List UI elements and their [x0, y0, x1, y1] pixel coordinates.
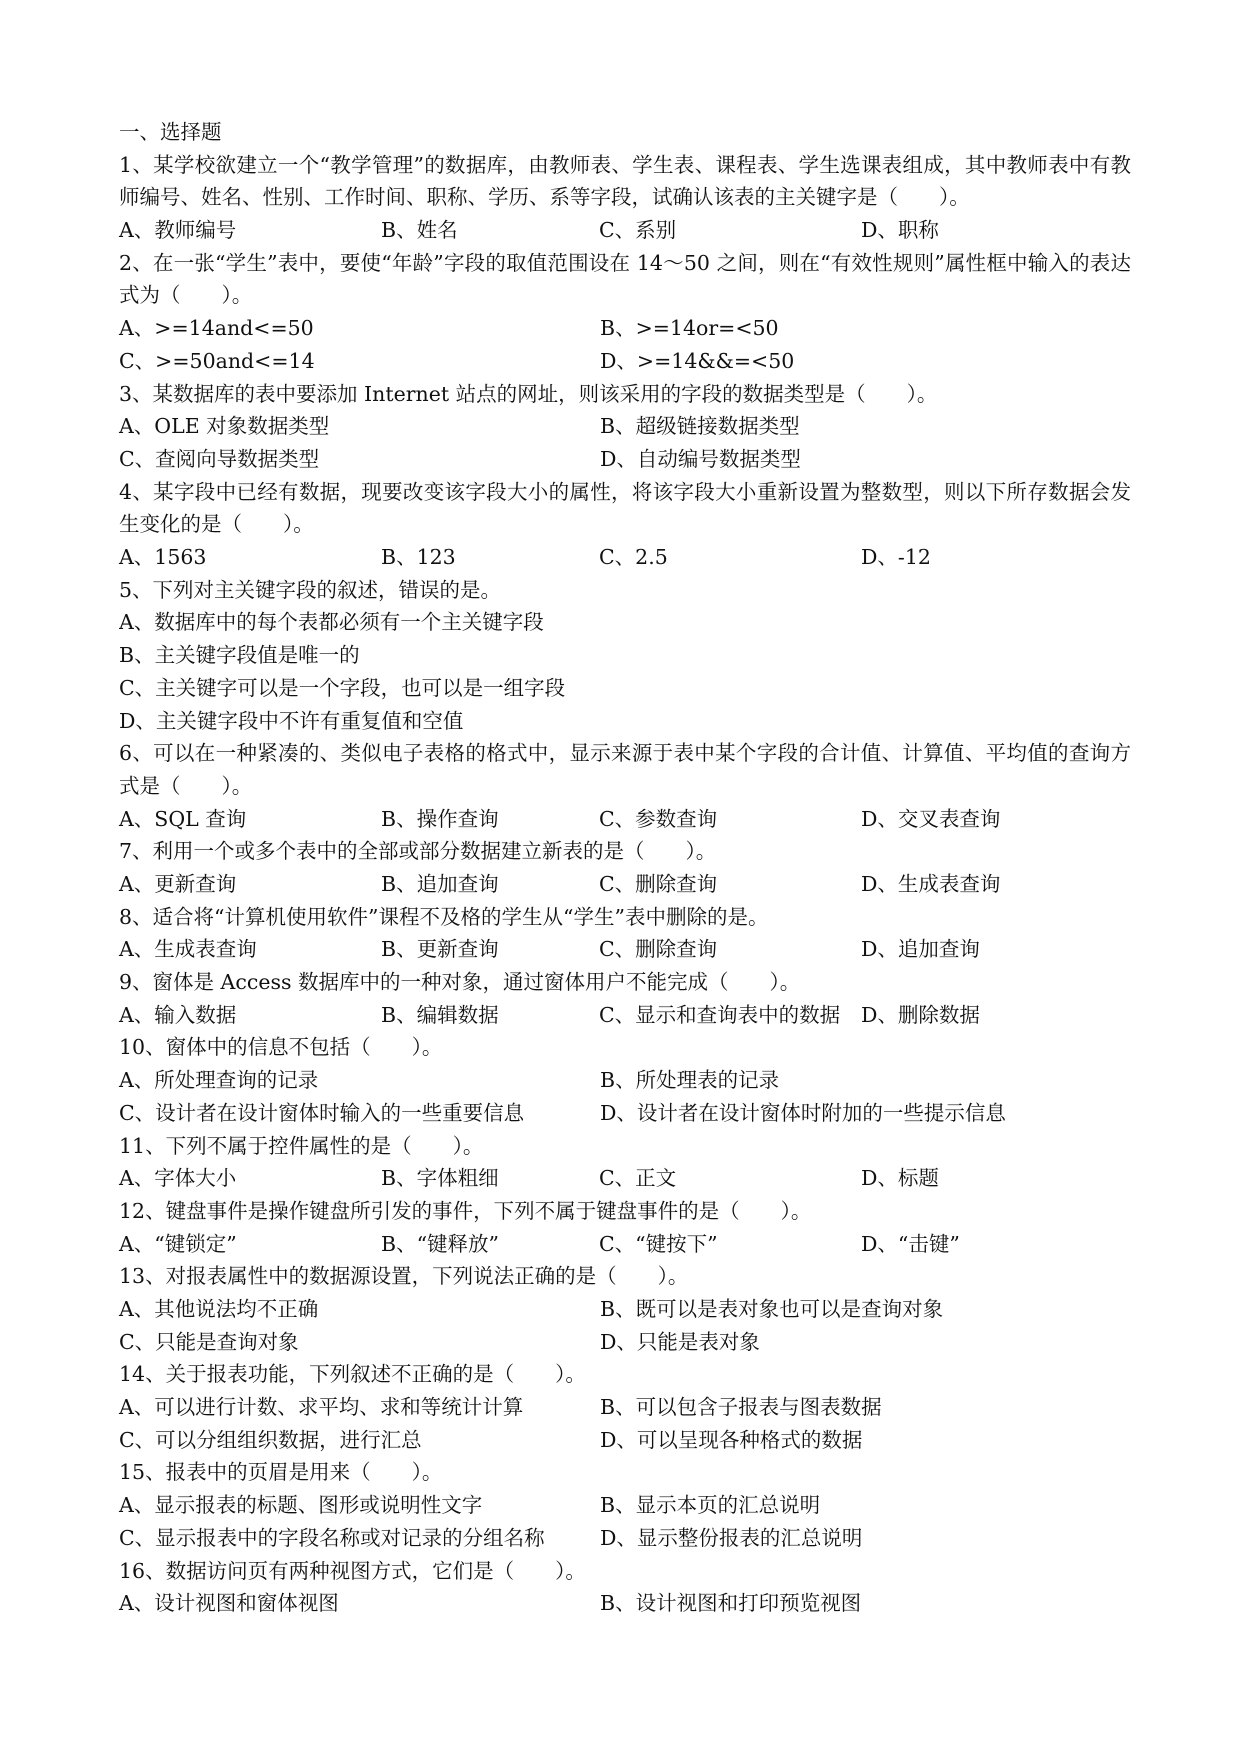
option: C、查阅向导数据类型 — [119, 446, 320, 471]
question-stem: 2、在一张“学生”表中，要使“年龄”字段的取值范围设在 14～50 之间，则在“有效性规则”属性框中输入的表达式为（ ）。 — [119, 250, 1131, 308]
question-stem: 5、下列对主关键字段的叙述，错误的是。 — [119, 577, 502, 602]
option: C、删除查询 — [599, 871, 718, 896]
option: D、可以呈现各种格式的数据 — [600, 1427, 863, 1452]
options-row — [119, 1228, 1131, 1261]
question-stem: 10、窗体中的信息不包括（ ）。 — [119, 1035, 443, 1060]
option: A、所处理查询的记录 — [119, 1068, 319, 1093]
question-stem: 8、适合将“计算机使用软件”课程不及格的学生从“学生”表中删除的是。 — [119, 904, 769, 929]
options-row — [119, 933, 1131, 966]
option: D、自动编号数据类型 — [600, 446, 801, 471]
question-stem: 1、某学校欲建立一个“教学管理”的数据库，由教师表、学生表、课程表、学生选课表组成，其中教师表中有教师编号、姓名、性别、工作时间、职称、学历、系等字段，试确认该表的主关键字是（ ）。 — [119, 152, 1131, 210]
question-stem: 9、窗体是 Access 数据库中的一种对象，通过窗体用户不能完成（ ）。 — [119, 970, 801, 995]
option: B、既可以是表对象也可以是查询对象 — [600, 1297, 944, 1322]
option: A、SQL 查询 — [119, 806, 247, 831]
question-stem: 14、关于报表功能，下列叙述不正确的是（ ）。 — [119, 1362, 586, 1387]
option: A、OLE 对象数据类型 — [119, 414, 330, 439]
option: D、-12 — [861, 545, 931, 570]
options-row — [119, 1489, 1131, 1522]
option: B、姓名 — [381, 218, 458, 243]
options-row — [119, 1293, 1131, 1326]
option: B、操作查询 — [381, 806, 499, 831]
option: B、>=14or=<50 — [600, 316, 779, 341]
options-row — [119, 868, 1131, 901]
option: B、“键释放” — [381, 1231, 500, 1256]
option: C、>=50and<=14 — [119, 348, 315, 373]
option: D、主关键字段中不许有重复值和空值 — [119, 708, 464, 733]
option: B、设计视图和打印预览视图 — [600, 1591, 862, 1616]
option: B、主关键字段值是唯一的 — [119, 643, 360, 668]
option: B、追加查询 — [381, 871, 499, 896]
option: D、生成表查询 — [861, 871, 1001, 896]
question-stem: 4、某字段中已经有数据，现要改变该字段大小的属性，将该字段大小重新设置为整数型，则以下所存数据会发生变化的是（ ）。 — [119, 479, 1131, 537]
question-stem: 6、可以在一种紧凑的、类似电子表格的格式中，显示来源于表中某个字段的合计值、计算值、平均值的查询方式是（ ）。 — [119, 741, 1131, 798]
option: C、只能是查询对象 — [119, 1329, 299, 1354]
option: A、其他说法均不正确 — [119, 1297, 319, 1322]
options-row — [119, 1391, 1131, 1424]
option: D、职称 — [861, 218, 939, 243]
option: A、输入数据 — [119, 1002, 237, 1027]
question-stem: 12、键盘事件是操作键盘所引发的事件，下列不属于键盘事件的是（ ）。 — [119, 1198, 812, 1223]
question-stem: 11、下列不属于控件属性的是（ ）。 — [119, 1133, 484, 1158]
options-row — [119, 1064, 1131, 1097]
option: B、所处理表的记录 — [600, 1068, 780, 1093]
option: A、更新查询 — [119, 871, 237, 896]
options-row — [119, 1162, 1131, 1195]
option: B、显示本页的汇总说明 — [600, 1493, 821, 1518]
options-row — [119, 410, 1131, 443]
option: A、设计视图和窗体视图 — [119, 1591, 339, 1616]
question-stem: 13、对报表属性中的数据源设置，下列说法正确的是（ ）。 — [119, 1264, 689, 1289]
option: B、更新查询 — [381, 937, 499, 962]
option: D、显示整份报表的汇总说明 — [600, 1525, 863, 1550]
option: C、参数查询 — [599, 806, 718, 831]
option: A、1563 — [119, 545, 207, 570]
options-row — [119, 999, 1131, 1032]
option: B、编辑数据 — [381, 1002, 499, 1027]
option: C、正文 — [599, 1166, 677, 1191]
options-row — [119, 541, 1131, 574]
question-stem: 3、某数据库的表中要添加 Internet 站点的网址，则该采用的字段的数据类型是（ ）。 — [119, 381, 938, 406]
options-row — [119, 803, 1131, 836]
exam-page — [119, 116, 1131, 1620]
section-title: 一、选择题 — [119, 120, 222, 144]
options-row — [119, 1326, 1131, 1359]
option: D、追加查询 — [861, 937, 980, 962]
options-row — [119, 1587, 1131, 1620]
question-stem: 16、数据访问页有两种视图方式，它们是（ ）。 — [119, 1558, 586, 1583]
option: A、>=14and<=50 — [119, 316, 314, 341]
option: D、只能是表对象 — [600, 1329, 760, 1354]
option: C、显示和查询表中的数据 — [599, 1002, 841, 1027]
option: C、显示报表中的字段名称或对记录的分组名称 — [119, 1525, 545, 1550]
question-stem: 15、报表中的页眉是用来（ ）。 — [119, 1460, 443, 1485]
option: B、字体粗细 — [381, 1166, 499, 1191]
option: C、系别 — [599, 218, 677, 243]
option: D、交叉表查询 — [861, 806, 1001, 831]
option: C、删除查询 — [599, 937, 718, 962]
options-row — [119, 312, 1131, 345]
option: C、“键按下” — [599, 1231, 718, 1256]
option: D、标题 — [861, 1166, 939, 1191]
option: A、可以进行计数、求平均、求和等统计计算 — [119, 1395, 524, 1420]
option: A、“键锁定” — [119, 1231, 237, 1256]
option: A、字体大小 — [119, 1166, 237, 1191]
option: C、2.5 — [599, 545, 668, 570]
option: D、删除数据 — [861, 1002, 980, 1027]
option: C、可以分组组织数据，进行汇总 — [119, 1427, 422, 1452]
option: A、教师编号 — [119, 218, 237, 243]
option: D、“击键” — [861, 1231, 960, 1256]
options-row — [119, 443, 1131, 476]
option: D、设计者在设计窗体时附加的一些提示信息 — [600, 1100, 1006, 1125]
option: C、设计者在设计窗体时输入的一些重要信息 — [119, 1100, 525, 1125]
option: A、生成表查询 — [119, 937, 257, 962]
option: B、123 — [381, 545, 456, 570]
question-stem: 7、利用一个或多个表中的全部或部分数据建立新表的是（ ）。 — [119, 839, 717, 864]
option: B、可以包含子报表与图表数据 — [600, 1395, 882, 1420]
option: C、主关键字可以是一个字段，也可以是一组字段 — [119, 675, 566, 700]
option: A、显示报表的标题、图形或说明性文字 — [119, 1493, 483, 1518]
options-row — [119, 1097, 1131, 1130]
options-row — [119, 214, 1131, 247]
options-row — [119, 345, 1131, 378]
options-row — [119, 1522, 1131, 1555]
option: D、>=14&&=<50 — [600, 348, 795, 373]
option: A、数据库中的每个表都必须有一个主关键字段 — [119, 610, 544, 635]
options-row — [119, 1424, 1131, 1457]
option: B、超级链接数据类型 — [600, 414, 800, 439]
